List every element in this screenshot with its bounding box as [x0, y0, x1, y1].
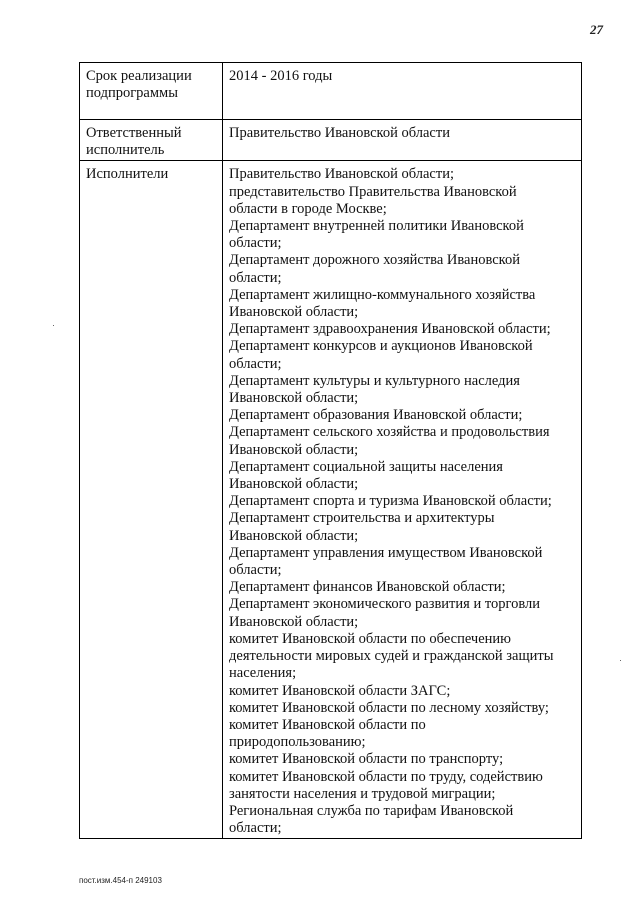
- performer-line: Департамент управления имуществом Ивановской: [229, 544, 543, 561]
- performer-line: Департамент финансов Ивановской области;: [229, 579, 506, 596]
- performer-line: области;: [229, 269, 282, 286]
- performer-line: Департамент здравоохранения Ивановской области;: [229, 321, 551, 338]
- performer-line: области;: [229, 820, 282, 837]
- performer-line: деятельности мировых судей и гражданской защиты: [229, 648, 554, 665]
- performer-line: занятости населения и трудовой миграции;: [229, 785, 496, 802]
- scan-speck: [620, 660, 621, 661]
- performer-line: представительство Правительства Ивановской: [229, 183, 517, 200]
- passport-table: [79, 62, 582, 839]
- page-number: 27: [590, 22, 603, 37]
- performer-line: области;: [229, 562, 282, 579]
- footer-note: пост.изм.454-п 249103: [79, 876, 162, 885]
- scan-speck: [53, 325, 54, 326]
- performer-line: комитет Ивановской области по труду, содействию: [229, 768, 543, 785]
- performer-line: Департамент образования Ивановской области;: [229, 407, 523, 424]
- performer-line: Департамент строительства и архитектуры: [229, 510, 495, 527]
- performer-line: комитет Ивановской области по лесному хозяйству;: [229, 699, 549, 716]
- performer-line: Ивановской области;: [229, 441, 359, 458]
- performer-line: Департамент жилищно-коммунального хозяйства: [229, 286, 536, 303]
- performer-line: Ивановской области;: [229, 390, 359, 407]
- performer-line: Ивановской области;: [229, 527, 359, 544]
- performer-line: комитет Ивановской области по обеспечению: [229, 630, 511, 647]
- performer-line: Правительство Ивановской области;: [229, 166, 454, 183]
- performer-line: Ивановской области;: [229, 476, 359, 493]
- table-row-period: [80, 63, 582, 120]
- performer-line: населения;: [229, 665, 297, 682]
- performer-line: Региональная служба по тарифам Ивановской: [229, 802, 514, 819]
- table-row-performers: [80, 161, 582, 839]
- performer-line: Департамент внутренней политики Ивановской: [229, 218, 524, 235]
- performers-list: [223, 161, 582, 839]
- performer-line: Ивановской области;: [229, 613, 359, 630]
- responsible-label: Ответственный исполнитель: [80, 120, 223, 161]
- performer-line: области;: [229, 235, 282, 252]
- period-value: 2014 - 2016 годы: [223, 63, 582, 120]
- performer-line: Департамент конкурсов и аукционов Ивановской: [229, 338, 533, 355]
- performer-line: области;: [229, 355, 282, 372]
- performers-label: Исполнители: [80, 161, 223, 839]
- performer-line: природопользованию;: [229, 734, 366, 751]
- performer-line: Департамент социальной защиты населения: [229, 458, 503, 475]
- period-label: Срок реализации подпрограммы: [80, 63, 223, 120]
- performer-line: области в городе Москве;: [229, 200, 387, 217]
- performer-line: Ивановской области;: [229, 304, 359, 321]
- responsible-value: Правительство Ивановской области: [223, 120, 582, 161]
- performer-line: комитет Ивановской области ЗАГС;: [229, 682, 451, 699]
- performer-line: Департамент сельского хозяйства и продовольствия: [229, 424, 550, 441]
- performer-line: Департамент культуры и культурного наследия: [229, 372, 520, 389]
- performer-line: комитет Ивановской области по: [229, 716, 426, 733]
- performer-line: Департамент спорта и туризма Ивановской области;: [229, 493, 552, 510]
- performer-line: комитет Ивановской области по транспорту;: [229, 751, 504, 768]
- performer-line: Департамент экономического развития и торговли: [229, 596, 540, 613]
- table-row-responsible: [80, 120, 582, 161]
- performer-line: Департамент дорожного хозяйства Ивановской: [229, 252, 520, 269]
